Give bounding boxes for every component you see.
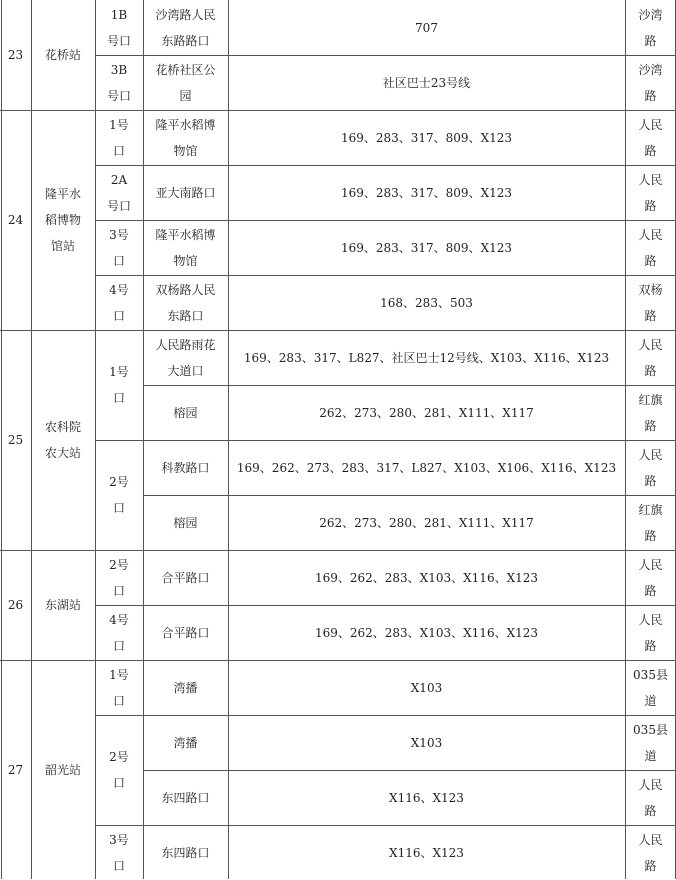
station-name: 隆平水 稻博物 馆站 xyxy=(44,187,81,253)
row-divider xyxy=(95,165,676,166)
row-divider xyxy=(0,110,676,111)
exit-label: 2号 口 xyxy=(109,475,129,515)
station-name: 农科院 农大站 xyxy=(44,420,81,460)
exit-label: 3号 口 xyxy=(109,832,129,873)
stop-name: 花桥社区公 园 xyxy=(155,62,216,103)
exit-label: 1号 口 xyxy=(109,667,129,708)
stop-name: 东四路口 xyxy=(161,845,210,860)
row-divider xyxy=(95,275,676,276)
bus-routes: 169、283、317、L827、社区巴士12号线、X103、X116、X123 xyxy=(243,350,610,365)
road-name: 沙湾 路 xyxy=(638,7,663,48)
stop-name: 科教路口 xyxy=(161,460,210,475)
exit-label: 3号 口 xyxy=(109,227,129,268)
station-number: 24 xyxy=(7,213,24,227)
stop-name: 亚大南路口 xyxy=(155,185,216,200)
column-divider xyxy=(1,0,2,879)
road-name: 双杨 路 xyxy=(638,282,663,323)
row-divider xyxy=(0,330,676,331)
row-divider xyxy=(0,550,676,551)
road-name: 人民 路 xyxy=(638,337,663,378)
column-divider xyxy=(143,0,144,879)
bus-routes: 262、273、280、281、X111、X117 xyxy=(319,405,534,420)
road-name: 人民 路 xyxy=(638,172,663,213)
row-divider xyxy=(143,770,676,771)
road-name: 红旗 路 xyxy=(638,392,663,433)
row-divider xyxy=(95,440,676,441)
station-number: 25 xyxy=(7,433,24,447)
bus-routes: 169、262、273、283、317、L827、X103、X106、X116、X123 xyxy=(236,460,617,475)
stop-name: 双杨路人民 东路口 xyxy=(155,282,216,323)
bus-routes: X116、X123 xyxy=(389,845,464,860)
stop-name: 合平路口 xyxy=(161,625,210,640)
stop-name: 隆平水稻博 物馆 xyxy=(155,227,216,268)
bus-routes: X103 xyxy=(410,680,443,695)
road-name: 035县 道 xyxy=(633,722,668,763)
exit-label: 1号 口 xyxy=(109,117,129,158)
stop-name: 榕园 xyxy=(173,405,198,420)
column-divider xyxy=(228,0,229,879)
bus-routes: X116、X123 xyxy=(389,790,464,805)
station-number: 23 xyxy=(7,48,24,62)
stop-name: 隆平水稻博 物馆 xyxy=(155,117,216,158)
exit-label: 4号 口 xyxy=(109,282,129,323)
row-divider xyxy=(143,385,676,386)
road-name: 035县 道 xyxy=(633,667,668,708)
road-name: 人民 路 xyxy=(638,832,663,873)
stop-name: 合平路口 xyxy=(161,570,210,585)
bus-routes: 169、283、317、809、X123 xyxy=(340,240,513,255)
stop-name: 人民路雨花 大道口 xyxy=(155,337,216,378)
station-name: 东湖站 xyxy=(44,598,81,612)
stop-name: 榕园 xyxy=(173,515,198,530)
exit-label: 1号 口 xyxy=(109,365,129,405)
road-name: 人民 路 xyxy=(638,447,663,488)
road-name: 红旗 路 xyxy=(638,502,663,543)
bus-routes: 262、273、280、281、X111、X117 xyxy=(319,515,534,530)
bus-routes: 社区巴士23号线 xyxy=(382,75,471,90)
column-divider xyxy=(95,0,96,879)
station-number: 27 xyxy=(7,763,24,777)
exit-label: 1B 号口 xyxy=(106,7,131,48)
stop-name: 东四路口 xyxy=(161,790,210,805)
row-divider xyxy=(95,55,676,56)
road-name: 沙湾 路 xyxy=(638,62,663,103)
road-name: 人民 路 xyxy=(638,227,663,268)
row-divider xyxy=(95,825,676,826)
exit-label: 2号 口 xyxy=(109,750,129,790)
row-divider xyxy=(0,660,676,661)
bus-routes: 169、262、283、X103、X116、X123 xyxy=(314,570,539,585)
bus-routes: 168、283、503 xyxy=(380,295,473,310)
road-name: 人民 路 xyxy=(638,557,663,598)
bus-routes: 169、262、283、X103、X116、X123 xyxy=(314,625,539,640)
bus-routes: X103 xyxy=(410,735,443,750)
station-name: 花桥站 xyxy=(44,48,81,62)
exit-label: 2号 口 xyxy=(109,557,129,598)
road-name: 人民 路 xyxy=(638,612,663,653)
exit-label: 3B 号口 xyxy=(106,62,131,103)
road-name: 人民 路 xyxy=(638,777,663,818)
row-divider xyxy=(95,220,676,221)
station-number: 26 xyxy=(7,598,24,612)
stop-name: 湾播 xyxy=(173,680,198,695)
column-divider xyxy=(625,0,626,879)
station-name: 韶光站 xyxy=(44,763,81,777)
row-divider xyxy=(143,495,676,496)
exit-label: 4号 口 xyxy=(109,612,129,653)
row-divider xyxy=(95,715,676,716)
bus-routes: 169、283、317、809、X123 xyxy=(340,130,513,145)
exit-label: 2A 号口 xyxy=(106,172,131,213)
bus-routes: 169、283、317、809、X123 xyxy=(340,185,513,200)
road-name: 人民 路 xyxy=(638,117,663,158)
row-divider xyxy=(95,605,676,606)
stop-name: 湾播 xyxy=(173,735,198,750)
bus-routes: 707 xyxy=(415,20,438,35)
stop-name: 沙湾路人民 东路路口 xyxy=(155,7,216,48)
column-divider xyxy=(31,0,32,879)
